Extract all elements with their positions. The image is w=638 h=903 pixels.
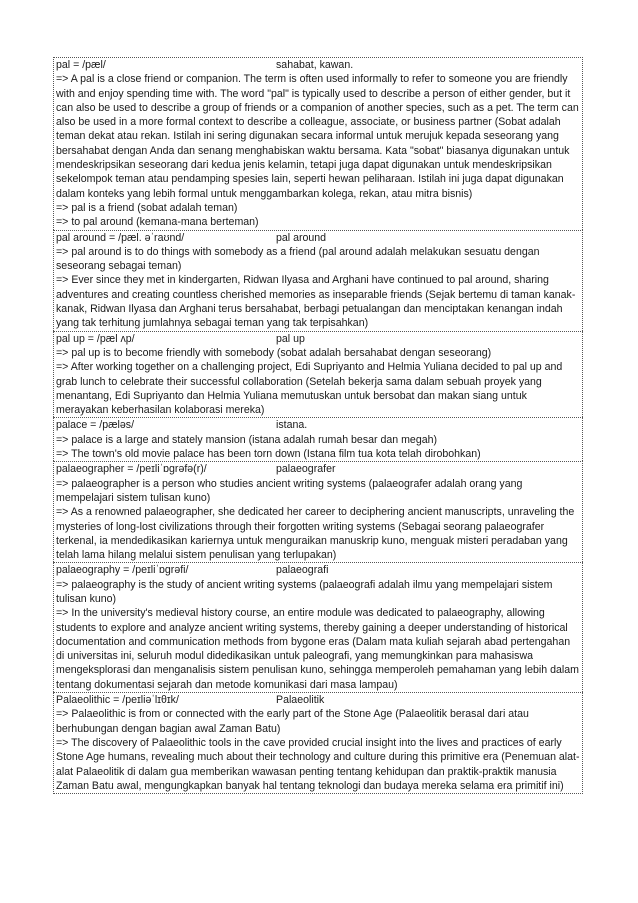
entry-header (56, 231, 580, 245)
example-line: => The town's old movie palace has been torn down (Istana film tua kota telah dirobohkan) (56, 448, 481, 461)
definition-line: => palaeographer is a person who studies ancient writing systems (palaeografer adalah orang yang mempelajari sistem tulisan kuno) (56, 477, 523, 504)
pronunciation: Palaeolithic = /peɪliəˈlɪθɪk/ (56, 694, 179, 707)
entry-palaeography (53, 562, 583, 692)
definition-line: => palace is a large and stately mansion (istana adalah rumah besar dan megah) (56, 433, 438, 446)
example-line: => pal is a friend (sobat adalah teman) (56, 201, 238, 214)
meaning: pal up (276, 332, 305, 345)
entry-pal-up (53, 331, 583, 418)
entry-palaeographer (53, 461, 583, 562)
meaning: Palaeolitik (276, 694, 325, 707)
definition-line: => A pal is a close friend or companion. The term is often used informally to refer to someone you are friendly with and enjoy spending time with. The word "pal" is typically used to describe a person of either gender, but it can also be used to describe a group of friends or a companion of another species, such as a pet. The term can also be used in a more formal context to describe a colleague, associate, or business partner (Sobat adalah teman dekat atau rekan. Istilah ini sering digunakan secara informal untuk merujuk kepada seseorang yang bersahabat dengan Anda dan senang menghabiskan waktu bersama. Kata "sobat" biasanya digunakan untuk mendeskripsikan seseorang dari kedua jenis kelamin, tetapi juga dapat digunakan untuk mendeskripsikan sekelompok teman atau pendamping spesies lain, seperti hewan peliharaan. Istilah ini juga dapat digunakan dalam konteks yang lebih formal untuk menggambarkan kolega, rekan, atau mitra bisnis) (56, 73, 579, 200)
meaning: istana. (276, 419, 308, 432)
pronunciation: palace = /pæləs/ (56, 419, 135, 432)
pronunciation: palaeographer = /peɪliˈɒɡrəfə(r)/ (56, 463, 207, 476)
entry-header (56, 563, 580, 577)
entry-header (56, 418, 580, 432)
example-line: => The discovery of Palaeolithic tools in the cave provided crucial insight into the lives and practices of early Stone Age humans, revealing much about their technology and culture during this primitive era (Penemuan alat-alat Palaeolitik di dalam gua memberikan wawasan penting tentang kehidupan dan praktik-praktik manusia Zaman Batu awal, mengungkapkan banyak hal tentang teknologi dan budaya mereka selama era primitif ini) (56, 736, 580, 792)
definition-line: => Palaeolithic is from or connected with the early part of the Stone Age (Palaeolitik berasal dari atau berhubungan dengan bagian awal Zaman Batu) (56, 708, 529, 735)
definition-line: => pal around is to do things with somebody as a friend (pal around adalah melakukan sesuatu dengan seseorang sebagai teman) (56, 245, 540, 273)
entry-header (56, 58, 580, 72)
example-line: => Ever since they met in kindergarten, Ridwan Ilyasa and Arghani have continued to pal around, sharing adventures and creating countless cherished memories as inseparable friends (Sejak bertemu di taman kanak-kanak, Ridwan Ilyasa dan Arghani terus bersahabat, berbagi petualangan dan menciptakan kenangan indah yang tak terhitung jumlahnya sebagai teman yang tak terpisahkan) (56, 274, 576, 330)
entry-pal (53, 57, 583, 230)
example-line: => In the university's medieval history course, an entire module was dedicated to palaeography, allowing students to explore and analyze ancient writing systems, thereby gaining a deeper understanding of historical documentation and communication methods from bygone eras (Dalam mata kuliah sejarah abad pertengahan di universitas ini, seluruh modul didedikasikan untuk paleografi, yang memungkinkan para mahasiswa mengeksplorasi dan menganalisis sistem penulisan kuno, sehingga memperoleh pemahaman yang lebih dalam tentang dokumentasi sejarah dan metode komunikasi dari masa lampau) (56, 607, 579, 691)
pronunciation: pal = /pæl/ (56, 59, 106, 71)
entry-header (56, 462, 580, 476)
entry-palaeolithic (53, 692, 583, 794)
entry-pal-around (53, 230, 583, 331)
entry-header (56, 332, 580, 346)
pronunciation: pal up = /pæl ʌp/ (56, 332, 135, 345)
example-line: => As a renowned palaeographer, she dedicated her career to deciphering ancient manuscripts, unraveling the mysteries of long-lost civilizations through their forgotten writing systems (Sebagai seorang palaeografer terkenal, ia mendedikasikan kariernya untuk menguraikan manuskrip kuno, menguak misteri peradaban yang telah lama hilang melalui sistem penulisan yang terlupakan) (56, 506, 575, 562)
definition-line: => pal up is to become friendly with somebody (sobat adalah bersahabat dengan seseorang) (56, 346, 492, 359)
dictionary-page (53, 57, 583, 794)
pronunciation: palaeography = /peɪliˈɒɡrəfi/ (56, 564, 189, 577)
example-line: => to pal around (kemana-mana berteman) (56, 216, 259, 229)
meaning: palaeografer (276, 463, 336, 476)
meaning: palaeografi (276, 564, 329, 577)
definition-line: => palaeography is the study of ancient writing systems (palaeografi adalah ilmu yang mempelajari sistem tulisan kuno) (56, 578, 553, 605)
entry-header (56, 693, 580, 707)
meaning: pal around (276, 231, 327, 244)
meaning: sahabat, kawan. (276, 59, 354, 71)
example-line: => After working together on a challenging project, Edi Supriyanto and Helmia Yuliana decided to pal up and grab lunch to celebrate their successful collaboration (Setelah bekerja sama dalam sebuah proyek yang menantang, Edi Supriyanto dan Helmia Yuliana memutuskan untuk bersobat dan makan siang untuk merayakan keberhasilan kolaborasi mereka) (56, 361, 563, 417)
entry-palace (53, 417, 583, 461)
pronunciation: pal around = /pæl. əˈraʊnd/ (56, 231, 185, 244)
